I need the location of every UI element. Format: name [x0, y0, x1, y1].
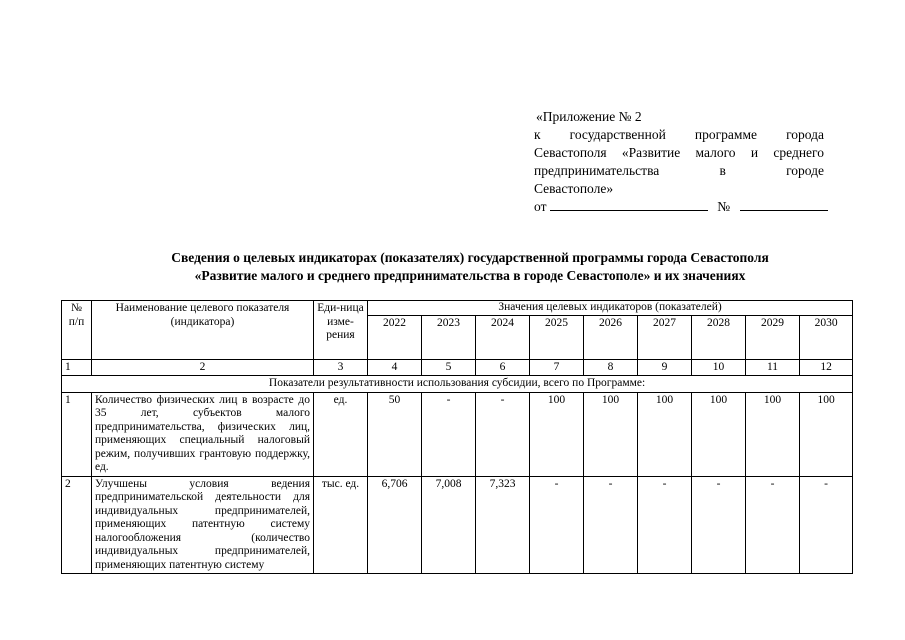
section-row	[62, 376, 853, 393]
date-label: от	[534, 199, 547, 214]
row-value: -	[530, 476, 584, 574]
year-header: 2027	[638, 315, 692, 359]
number-label: №	[717, 199, 731, 214]
row-value: 6,706	[368, 476, 422, 574]
row-value: 100	[530, 392, 584, 476]
column-number: 9	[638, 359, 692, 376]
year-header: 2024	[476, 315, 530, 359]
row-value: -	[584, 476, 638, 574]
year-header: 2026	[584, 315, 638, 359]
column-number: 12	[800, 359, 853, 376]
row-value: 100	[584, 392, 638, 476]
year-header: 2025	[530, 315, 584, 359]
row-value: 7,323	[476, 476, 530, 574]
row-name: Улучшены условия ведения предпринимательской деятельности для индивидуальных предпринимателей, применяющих патентную систему налогообложения (количество индивидуальных предпринимателей, применяющих патентную систему	[92, 476, 314, 574]
column-number: 1	[62, 359, 92, 376]
year-header: 2029	[746, 315, 800, 359]
year-header: 2023	[422, 315, 476, 359]
column-numbers-row	[62, 359, 853, 376]
column-number: 6	[476, 359, 530, 376]
row-value: -	[422, 392, 476, 476]
column-number: 7	[530, 359, 584, 376]
row-num: 2	[62, 476, 92, 574]
header-num: № п/п	[62, 301, 92, 360]
header-name: Наименование целевого показателя (индикатора)	[92, 301, 314, 360]
row-value: -	[800, 476, 853, 574]
appendix-block	[534, 108, 824, 216]
row-num: 1	[62, 392, 92, 476]
appendix-line: к государственной программе города	[534, 127, 824, 142]
row-value: -	[746, 476, 800, 574]
row-value: 100	[800, 392, 853, 476]
table-row	[62, 392, 853, 476]
number-blank	[740, 198, 828, 211]
date-number-line	[534, 198, 824, 216]
row-value: 100	[638, 392, 692, 476]
header-unit: Еди-ница изме-рения	[314, 301, 368, 360]
row-value: -	[476, 392, 530, 476]
heading-line: Сведения о целевых индикаторах (показателях) государственной программы города Севастополя	[171, 250, 769, 265]
row-value: 100	[746, 392, 800, 476]
row-name: Количество физических лиц в возрасте до 35 лет, субъектов малого предпринимательства, физических лиц, применяющих специальный налоговый режим, получивших грантовую поддержку, ед.	[92, 392, 314, 476]
document-heading	[90, 249, 850, 285]
heading-line: «Развитие малого и среднего предпринимательства в городе Севастополе» и их значениях	[194, 268, 746, 283]
column-number: 11	[746, 359, 800, 376]
row-value: 50	[368, 392, 422, 476]
year-header: 2030	[800, 315, 853, 359]
row-value: 100	[692, 392, 746, 476]
date-blank	[550, 198, 708, 211]
header-values-group: Значения целевых индикаторов (показателей)	[368, 301, 853, 316]
column-number: 5	[422, 359, 476, 376]
header-row	[62, 301, 853, 316]
indicators-table	[61, 300, 853, 574]
row-unit: тыс. ед.	[314, 476, 368, 574]
appendix-line: предпринимательства в городе	[534, 163, 824, 178]
section-title: Показатели результативности использования субсидии, всего по Программе:	[62, 376, 853, 393]
year-header: 2028	[692, 315, 746, 359]
year-header: 2022	[368, 315, 422, 359]
table-row	[62, 476, 853, 574]
column-number: 2	[92, 359, 314, 376]
column-number: 10	[692, 359, 746, 376]
appendix-line: Севастополе»	[534, 181, 614, 196]
column-number: 3	[314, 359, 368, 376]
column-number: 4	[368, 359, 422, 376]
row-value: 7,008	[422, 476, 476, 574]
appendix-line: Севастополя «Развитие малого и среднего	[534, 145, 824, 160]
column-number: 8	[584, 359, 638, 376]
row-unit: ед.	[314, 392, 368, 476]
appendix-title: «Приложение № 2	[536, 109, 642, 124]
row-value: -	[638, 476, 692, 574]
row-value: -	[692, 476, 746, 574]
